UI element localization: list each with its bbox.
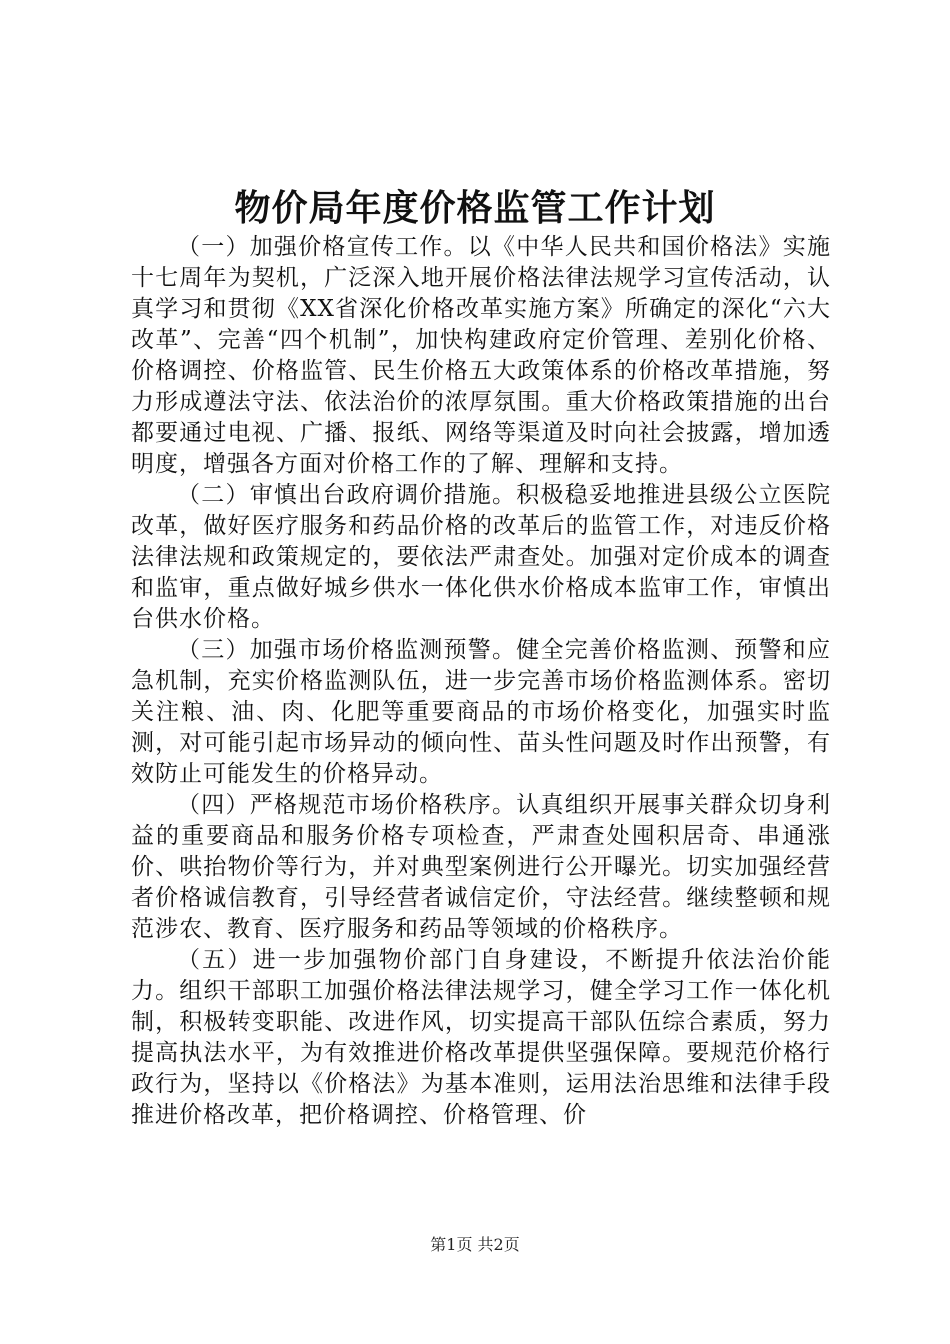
paragraph-4: （四）严格规范市场价格秩序。认真组织开展事关群众切身利益的重要商品和服务价格专项检查，严肃查处囤积居奇、串通涨价、哄抬物价等行为，并对典型案例进行公开曝光。切实加强经营者价格诚信教育，引导经营者诚信定价，守法经营。继续整顿和规范涉农、教育、医疗服务和药品等领域的价格秩序。 [131,792,831,942]
paragraph-3: （三）加强市场价格监测预警。健全完善价格监测、预警和应急机制，充实价格监测队伍，进一步完善市场价格监测体系。密切关注粮、油、肉、化肥等重要商品的市场价格变化，加强实时监测，对可能引起市场异动的倾向性、苗头性问题及时作出预警，有效防止可能发生的价格异动。 [131,637,831,787]
paragraph-1: （一）加强价格宣传工作。以《中华人民共和国价格法》实施十七周年为契机，广泛深入地开展价格法律法规学习宣传活动，认真学习和贯彻《XX省深化价格改革实施方案》所确定的深化“六大改革”、完善“四个机制”，加快构建政府定价管理、差别化价格、价格调控、价格监管、民生价格五大政策体系的价格改革措施，努力形成遵法守法、依法治价的浓厚氛围。重大价格政策措施的出台都要通过电视、广播、报纸、网络等渠道及时向社会披露，增加透明度，增强各方面对价格工作的了解、理解和支持。 [131,234,831,477]
document-body [131,232,831,1192]
page-number-footer: 第1页 共2页 [430,1235,520,1254]
paragraph-2: （二）审慎出台政府调价措施。积极稳妥地推进县级公立医院改革，做好医疗服务和药品价格的改革后的监管工作，对违反价格法律法规和政策规定的，要依法严肃查处。加强对定价成本的调查和监审，重点做好城乡供水一体化供水价格成本监审工作，审慎出台供水价格。 [131,482,831,632]
paragraph-5: （五）进一步加强物价部门自身建设，不断提升依法治价能力。组织干部职工加强价格法律法规学习，健全学习工作一体化机制，积极转变职能、改进作风，切实提高干部队伍综合素质，努力提高执法水平，为有效推进价格改革提供坚强保障。要规范价格行政行为，坚持以《价格法》为基本准则，运用法治思维和法律手段推进价格改革，把价格调控、价格管理、价 [131,947,831,1128]
document-title: 物价局年度价格监管工作计划 [234,187,716,229]
